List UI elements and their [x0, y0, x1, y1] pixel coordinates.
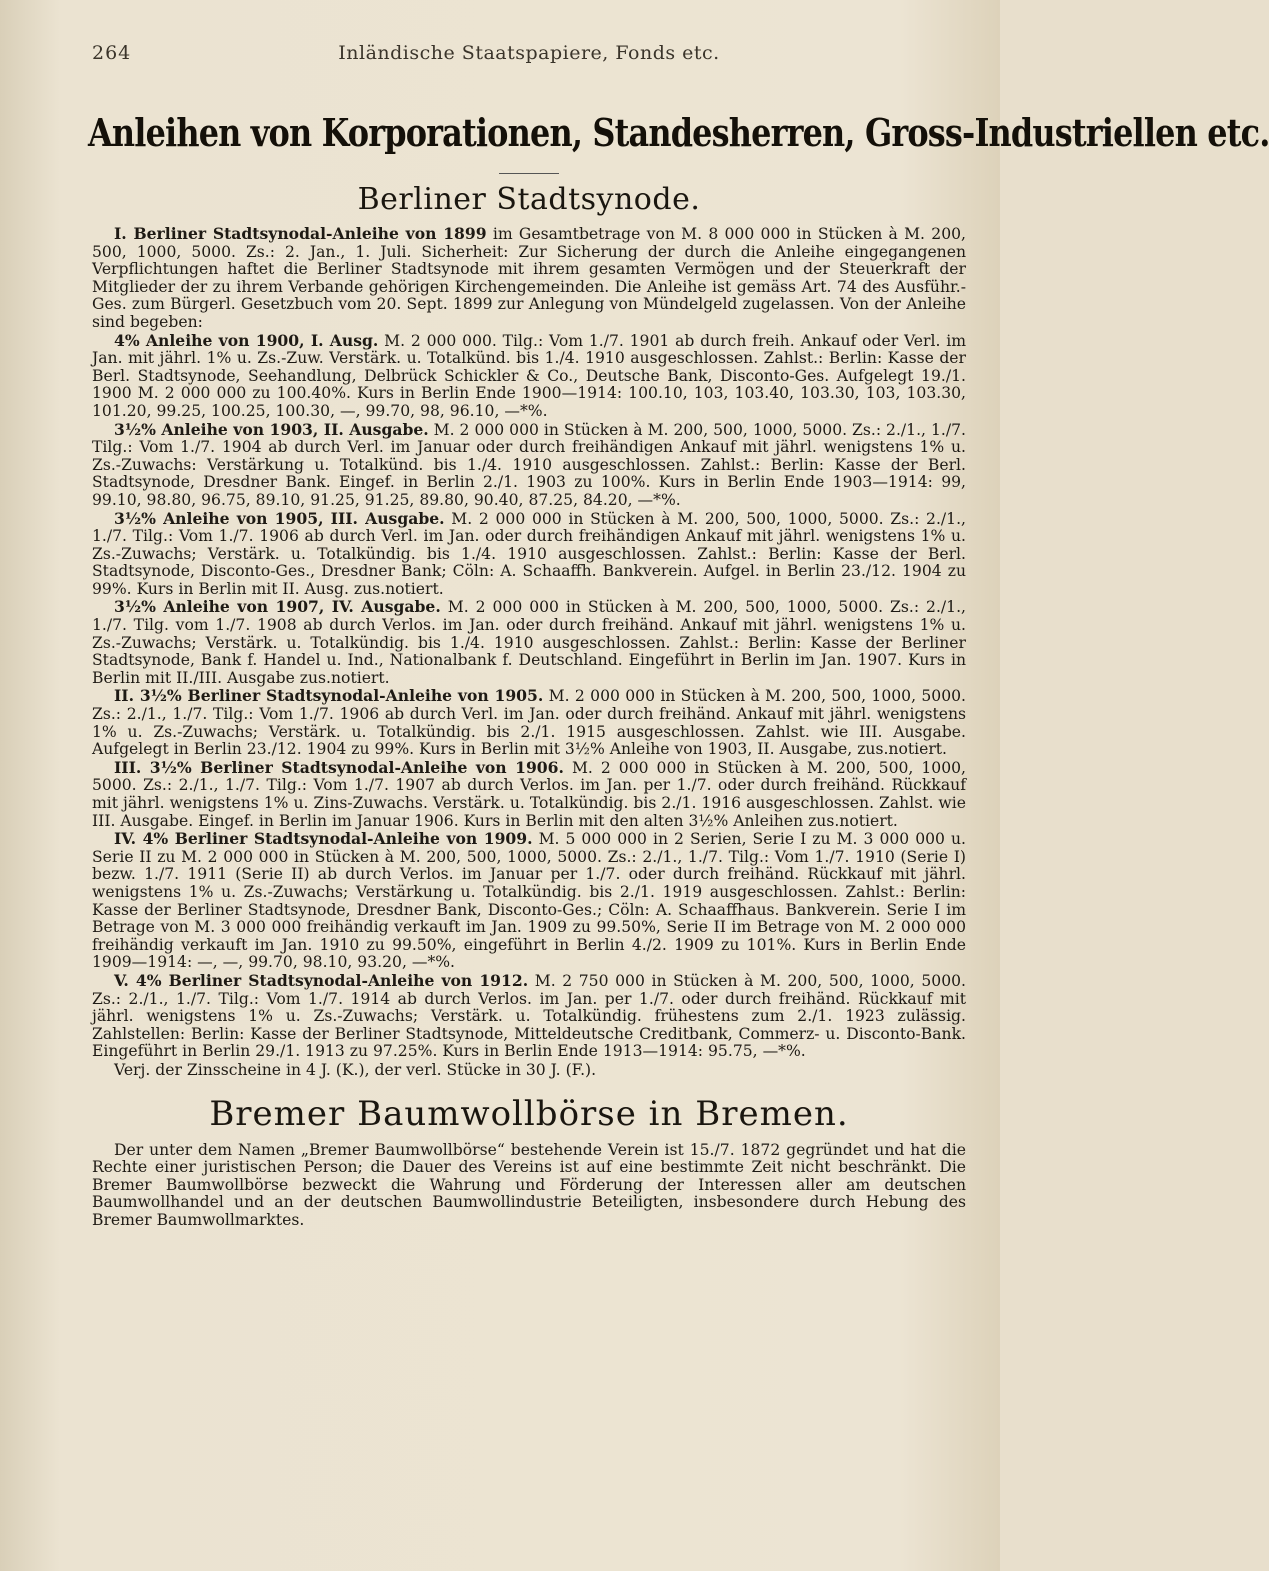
paragraph-lead: I. Berliner Stadtsynodal-Anleihe von 1899 — [114, 224, 487, 243]
paragraph-text: M. 2 000 000 in Stücken à M. 200, 500, 1000, 5000. Zs.: 2./1., 1./7. Tilg.: Vom 1./7. 1907 ab durch Verlos. im Jan. per 1./7. oder durch freihänd. Rückkauf mit jährl. wenigstens 1% u. Zins-Zuwachs. Verstärk. u. Totalkündig. bis 2./1. 1916 ausgeschlossen. Zahlst. wie III. Ausgabe. Eingef. in Berlin im Januar 1906. Kurs in Berlin mit den alten 3½% Anleihen zus.notiert. — [92, 758, 966, 830]
running-title: Inländische Staatspapiere, Fonds etc. — [338, 42, 720, 64]
page-header — [92, 42, 966, 82]
paragraph-lead: III. 3½% Berliner Stadtsynodal-Anleihe von 1906. — [114, 757, 564, 777]
section-heading-stadtsynode: Berliner Stadtsynode. — [357, 182, 701, 217]
paragraph-lead: 3½% Anleihe von 1905, III. Ausgabe. — [114, 508, 445, 528]
paragraph — [92, 332, 966, 421]
paragraph — [92, 225, 966, 332]
paragraph — [92, 510, 966, 599]
paragraph-text: M. 2 000 000 in Stücken à M. 200, 500, 1000, 5000. Zs.: 2./1., 1./7. Tilg.: Vom 1./7. 1904 ab durch Verl. im Januar oder durch freihändigen Ankauf mit jährl. wenigstens 1% u. Zs.-Zuwachs: Verstärkung u. Totalkünd. bis 1./4. 1910 ausgeschlossen. Zahlst.: Berlin: Kasse der Berl. Stadtsynode, Dresdner Bank. Eingef. in Berlin 2./1. 1903 zu 100%. Kurs in Berlin Ende 1903—1914: 99, 99.10, 98.80, 96.75, 89.10, 91.25, 91.25, 89.80, 90.40, 87.25, 84.20, —*%. — [92, 420, 966, 509]
paragraph-lead: 4% Anleihe von 1900, I. Ausg. — [114, 330, 379, 350]
paragraph — [92, 421, 966, 510]
paragraph-text: M. 2 750 000 in Stücken à M. 200, 500, 1000, 5000. Zs.: 2./1., 1./7. Tilg.: Vom 1./7. 1914 ab durch Verlos. im Jan. per 1./7. oder durch freihänd. Rückkauf mit jährl. wenigstens 1% u. Zs.-Zuwachs; Verstärk. u. Totalkündig. frühestens zum 2./1. 1923 zulässig. Zahlstellen: Berlin: Kasse der Berliner Stadtsynode, Mitteldeutsche Creditbank, Commerz- u. Disconto-Bank. Eingeführt in Berlin 29./1. 1913 zu 97.25%. Kurs in Berlin Ende 1913—1914: 95.75, —*%. — [92, 971, 966, 1061]
page-number: 264 — [92, 42, 132, 64]
paragraph-lead: IV. 4% Berliner Stadtsynodal-Anleihe von 1909. — [114, 829, 533, 849]
paragraph-lead: 3½% Anleihe von 1903, II. Ausgabe. — [114, 419, 429, 439]
paragraph — [92, 759, 966, 830]
paragraph-text: M. 2 000 000 in Stücken à M. 200, 500, 1000, 5000. Zs.: 2./1., 1./7. Tilg.: Vom 1./7. 1906 ab durch Verl. im Jan. oder durch freihänd. Ankauf mit jährl. wenigstens 1% u. Zs.-Zuwachs; Verstärk. u. Totalkündig. bis 2./1. 1915 ausgeschlossen. Zahlst. wie III. Ausgabe. Aufgelegt in Berlin 23./12. 1904 zu 99%. Kurs in Berlin mit 3½% Anleihe von 1903, II. Ausgabe, zus.notiert. — [92, 687, 967, 759]
paragraph — [92, 1061, 966, 1080]
paragraph-text: M. 5 000 000 in 2 Serien, Serie I zu M. 3 000 000 u. Serie II zu M. 2 000 000 in Stücken à M. 200, 500, 1000, 5000. Zs.: 2./1., 1./7. Tilg.: Vom 1./7. 1910 (Serie I) bezw. 1./7. 1911 (Serie II) ab durch Verlos. im Januar per 1./7. oder durch freihänd. Rückkauf mit jährl. wenigstens 1% u. Zs.-Zuwachs; Verstärkung u. Totalkündig. bis 2./1. 1919 ausgeschlossen. Zahlst.: Berlin: Kasse der Berliner Stadtsynode, Dresdner Bank, Disconto-Ges.; Cöln: A. Schaaffhaus. Bankverein. Serie I im Betrage von M. 3 000 000 freihändig verkauft im Jan. 1909 zu 99.50%, Serie II im Betrage von M. 2 000 000 freihändig verkauft im Jan. 1910 zu 99.50%, eingeführt in Berlin 4./2. 1909 zu 101%. Kurs in Berlin Ende 1909—1914: —, —, 99.70, 98.10, 93.20, —*%. — [92, 830, 966, 972]
paragraph-lead: II. 3½% Berliner Stadtsynodal-Anleihe von 1905. — [114, 686, 544, 706]
paragraph-text: Verj. der Zinsscheine in 4 J. (K.), der verl. Stücke in 30 J. (F.). — [114, 1060, 597, 1079]
paragraph — [92, 972, 966, 1061]
paragraph-text: M. 2 000 000 in Stücken à M. 200, 500, 1000, 5000. Zs.: 2./1., 1./7. Tilg.: Vom 1./7. 1906 ab durch Verl. im Jan. oder durch freihändigen Ankauf mit jährl. wenigstens 1% u. Zs.-Zuwachs; Verstärk. u. Totalkündig. bis 1./4. 1910 ausgeschlossen. Zahlst.: Berlin: Kasse der Berl. Stadtsynode, Disconto-Ges., Dresdner Bank; Cöln: A. Schaaffh. Bankverein. Aufgel. in Berlin 23./12. 1904 zu 99%. Kurs in Berlin mit II. Ausg. zus.notiert. — [92, 509, 967, 598]
paragraph-lead: V. 4% Berliner Stadtsynodal-Anleihe von 1912. — [114, 970, 529, 990]
paragraph: Der unter dem Namen „Bremer Baumwollbörse“ bestehende Verein ist 15./7. 1872 gegründet und hat die Rechte einer juristischen Person; die Dauer des Vereins ist auf eine bestimmte Zeit nicht beschränkt. Die Bremer Baumwollbörse bezweckt die Wahrung und Förderung der Interessen aller am deutschen Baumwollhandel und an der deutschen Baumwollindustrie Beteiligten, insbesondere durch Hebung des Bremer Baumwollmarktes. — [92, 1140, 966, 1229]
paragraph-lead: 3½% Anleihe von 1907, IV. Ausgabe. — [114, 597, 441, 617]
paragraph-text: M. 2 000 000. Tilg.: Vom 1./7. 1901 ab durch freih. Ankauf oder Verl. im Jan. mit jährl. 1% u. Zs.-Zuw. Verstärk. u. Totalkünd. bis 1./4. 1910 ausgeschlossen. Zahlst.: Berlin: Kasse der Berl. Stadtsynode, Seehandlung, Delbrück Schickler & Co., Deutsche Bank, Disconto-Ges. Aufgelegt 19./1. 1900 M. 2 000 000 zu 100.40%. Kurs in Berlin Ende 1900—1914: 100.10, 103, 103.40, 103.30, 103, 103.30, 101.20, 99.25, 100.25, 100.30, —, 99.70, 98, 96.10, —*%. — [92, 331, 966, 420]
paragraph — [92, 687, 966, 758]
section-title: Anleihen von Korporationen, Standesherren, Gross-Industriellen etc. — [88, 110, 1269, 155]
section-heading-baumwollboerse: Bremer Baumwollbörse in Bremen. — [209, 1093, 849, 1134]
paragraph — [92, 598, 966, 687]
stadtsynode-body — [92, 225, 966, 1080]
paragraph-text: M. 2 000 000 in Stücken à M. 200, 500, 1000, 5000. Zs.: 2./1., 1./7. Tilg. vom 1./7. 1908 ab durch Verlos. im Jan. oder durch freihänd. Ankauf mit jährl. wenigstens 1% u. Zs.-Zuwachs; Verstärk. u. Totalkündig. bis 1./4. 1910 ausgeschlossen. Zahlst.: Berlin: Kasse der Berliner Stadtsynode, Bank f. Handel u. Ind., Nationalbank f. Deutschland. Eingeführt in Berlin im Jan. 1907. Kurs in Berlin mit II./III. Ausgabe zus.notiert. — [92, 598, 967, 687]
title-divider — [499, 173, 559, 174]
paragraph — [92, 830, 966, 972]
paragraph-text: im Gesamtbetrage von M. 8 000 000 in Stücken à M. 200, 500, 1000, 5000. Zs.: 2. Jan., 1. Juli. Sicherheit: Zur Sicherung der durch die Anleihe eingegangenen Verpflichtungen haftet die Berliner Stadtsynode mit ihrem gesamten Vermögen und der Steuerkraft der Mitglieder der zu ihrem Verbande gehörigen Kirchengemeinden. Die Anleihe ist gemäss Art. 74 des Ausführ.-Ges. zum Bürgerl. Gesetzbuch vom 20. Sept. 1899 zur Anlegung von Mündelgeld zugelassen. Von der Anleihe sind begeben: — [92, 225, 966, 331]
